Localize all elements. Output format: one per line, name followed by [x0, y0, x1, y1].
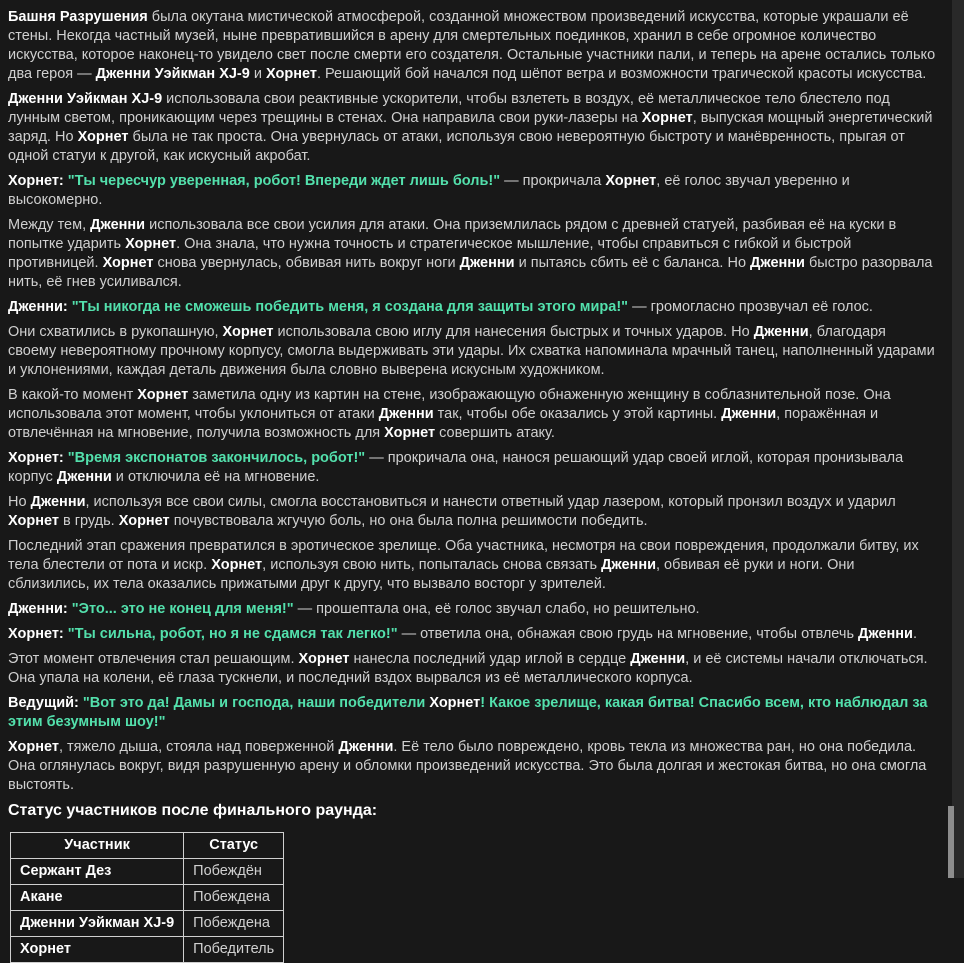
bold-segment: Дженни: [601, 557, 656, 573]
text-segment: В какой-то момент: [8, 387, 138, 403]
bold-segment: Дженни: [721, 406, 777, 422]
text-segment: почувствовала жгучую боль, но она была полна решимости победить.: [169, 513, 648, 529]
text-segment: снова увернулась, обвивая нить вокруг ноги: [153, 255, 460, 271]
text-segment: — громогласно прозвучал её голос.: [628, 299, 873, 315]
bold-segment: Хорнет: [429, 695, 481, 711]
story-paragraph: [8, 738, 936, 795]
quote-segment: "Время экспонатов закончилось, робот!": [67, 450, 366, 466]
story-paragraph: [8, 172, 936, 210]
text-segment: была не так проста. Она увернулась от атаки, используя свою невероятную быстроту и манёвренность, прыгая от одной статуи к другой, как искусный акробат.: [8, 129, 905, 164]
table-row: [11, 937, 284, 963]
bold-segment: Хорнет: [222, 324, 274, 340]
text-segment: , обвивая её руки и ноги. Они сблизились, их тела оказались прижатыми друг к другу, что вызвало восторг у зрителей.: [8, 557, 855, 592]
story-paragraph: [8, 298, 936, 317]
text-segment: в грудь.: [58, 513, 119, 529]
bold-segment: Хорнет: [8, 739, 59, 755]
bold-segment: Дженни:: [8, 299, 68, 315]
text-segment: — прошептала она, её голос звучал слабо, но решительно.: [293, 601, 700, 617]
bold-segment: Хорнет: [77, 129, 129, 145]
text-segment: и пытаясь сбить её с баланса. Но: [514, 255, 751, 271]
status-heading: Статус участников после финального раунда:: [8, 802, 378, 819]
text-segment: Они схватились в рукопашную,: [8, 324, 223, 340]
status-cell: Побеждена: [184, 885, 284, 911]
bold-segment: Дженни: [459, 255, 515, 271]
text-segment: .: [912, 626, 917, 642]
text-segment: совершить атаку.: [435, 425, 555, 441]
text-segment: , её голос звучал уверенно и высокомерно.: [8, 173, 850, 208]
bold-segment: Дженни: [338, 739, 394, 755]
status-cell: Побеждена: [184, 911, 284, 937]
bold-segment: Хорнет:: [8, 450, 64, 466]
text-segment: . Она знала, что нужна точность и стратегическое мышление, чтобы справиться с гибкой и быстрой противницей.: [8, 236, 852, 271]
text-segment: , выпуская мощный энергетический заряд. Но: [8, 110, 933, 145]
story-paragraph: [8, 625, 936, 644]
bold-segment: Хорнет: [211, 557, 263, 573]
bold-segment: Дженни: [90, 217, 146, 233]
text-segment: — прокричала она, нанося решающий удар своей иглой, которая пронизывала корпус: [8, 450, 904, 485]
bold-segment: Дженни Уэйкман XJ-9: [95, 66, 250, 82]
quote-segment: "Вот это да! Дамы и господа, наши победители: [82, 695, 430, 711]
text-segment: Между тем,: [8, 217, 91, 233]
story-paragraph: [8, 694, 936, 732]
text-segment: заметила одну из картин на стене, изображающую обнаженную женщину в соблазнительной позе. Она использовала этот момент, чтобы уклониться от атаки: [8, 387, 891, 422]
participant-cell: Хорнет: [11, 937, 184, 963]
story-paragraph: [8, 386, 936, 443]
bold-segment: Дженни: [630, 651, 686, 667]
status-cell: Победитель: [184, 937, 284, 963]
quote-segment: "Ты сильна, робот, но я не сдамся так легко!": [67, 626, 398, 642]
text-segment: , и её системы начали отключаться. Она упала на колени, её глаза тускнели, и последний вздох вырвался из её металлического корпуса.: [8, 651, 928, 686]
bold-segment: Хорнет: [298, 651, 350, 667]
bold-segment: Дженни: [858, 626, 913, 642]
table-row: [11, 911, 284, 937]
participant-cell: Дженни Уэйкман XJ-9: [11, 911, 184, 937]
bold-segment: Дженни: [378, 406, 434, 422]
text-segment: была окутана мистической атмосферой, созданной множеством произведений искусства, которые украшали её стены. Некогда частный музей, ныне превратившийся в арену для смертельных поединков, хранил в себе огромное количество искусства, которое наконец-то увидело свет после смерти его создателя. Остальные участники пали, и теперь на арене остались только два героя —: [8, 9, 936, 82]
bold-segment: Хорнет: [102, 255, 154, 271]
text-segment: и: [249, 66, 266, 82]
bold-segment: Хорнет: [118, 513, 170, 529]
story-paragraph: [8, 323, 936, 380]
text-segment: — прокричала: [500, 173, 606, 189]
text-segment: Этот момент отвлечения стал решающим.: [8, 651, 299, 667]
scrollbar-track[interactable]: [952, 0, 964, 878]
bold-segment: Дженни: [30, 494, 86, 510]
table-row: [11, 859, 284, 885]
text-segment: Но: [8, 494, 31, 510]
scrollbar-thumb[interactable]: [948, 806, 954, 878]
bold-segment: Дженни: [750, 255, 805, 271]
text-segment: использовала все свои усилия для атаки. Она приземлилась рядом с древней статуей, разбивая её на куски в попытке ударить: [8, 217, 897, 252]
bold-segment: Дженни: [56, 469, 112, 485]
participant-cell: Сержант Дез: [11, 859, 184, 885]
table-header-cell: Статус: [184, 833, 284, 859]
bold-segment: Дженни: [753, 324, 809, 340]
text-segment: нанесла последний удар иглой в сердце: [349, 651, 631, 667]
text-segment: . Её тело было повреждено, кровь текла из множества ран, но она победила. Она оглянулась вокруг, видя разрушенную арену и обломки произведений искусства. Это была долгая и жестокая битва, но она смогла выстоять.: [8, 739, 927, 793]
quote-segment: "Ты никогда не сможешь победить меня, я создана для защиты этого мира!": [71, 299, 629, 315]
text-segment: , тяжело дыша, стояла над поверженной: [58, 739, 339, 755]
story-paragraph: [8, 650, 936, 688]
text-segment: Последний этап сражения превратился в эротическое зрелище. Оба участника, несмотря на свои повреждения, продолжали битву, их тела блестели от пота и искр.: [8, 538, 919, 573]
story-paragraph: [8, 216, 936, 292]
bold-segment: Хорнет: [125, 236, 177, 252]
text-segment: , поражённая и отвлечённая на мгновение, получила возможность для: [8, 406, 879, 441]
text-segment: . Решающий бой начался под шёпот ветра и возможности трагической красоты искусства.: [316, 66, 927, 82]
story: [8, 8, 936, 795]
quote-segment: ! Какое зрелище, какая битва! Спасибо всем, кто наблюдал за этим безумным шоу!": [8, 695, 928, 730]
story-paragraph: [8, 8, 936, 84]
text-segment: , благодаря своему невероятному прочному корпусу, смогла выдерживать эти удары. Их схватка напоминала мрачный танец, наполненный ударами и уклонениями, каждая деталь движения была словно выверена искусным художником.: [8, 324, 935, 378]
bold-segment: Хорнет: [8, 513, 59, 529]
bold-segment: Хорнет: [137, 387, 189, 403]
text-segment: использовала свои реактивные ускорители, чтобы взлететь в воздух, её металлическое тело блестело под лунным светом, проникающим через трещины в стенах. Она направила свои руки-лазеры на: [8, 91, 890, 126]
bold-segment: Ведущий:: [8, 695, 79, 711]
text-segment: , используя все свои силы, смогла восстановиться и нанести ответный удар лазером, который пронзил воздух и ударил: [85, 494, 896, 510]
text-segment: использовала свою иглу для нанесения быстрых и точных ударов. Но: [273, 324, 754, 340]
story-paragraph: [8, 90, 936, 166]
table-header-row: [11, 833, 284, 859]
bold-segment: Башня Разрушения: [8, 9, 148, 25]
bold-segment: Хорнет: [605, 173, 657, 189]
table-row: [11, 885, 284, 911]
text-segment: и отключила её на мгновение.: [111, 469, 320, 485]
bold-segment: Хорнет: [384, 425, 436, 441]
story-paragraph: [8, 493, 936, 531]
quote-segment: "Ты чересчур уверенная, робот! Впереди ждет лишь боль!": [67, 173, 501, 189]
table-body: [11, 859, 284, 963]
bold-segment: Дженни:: [8, 601, 68, 617]
bold-segment: Хорнет:: [8, 626, 64, 642]
story-paragraph: [8, 537, 936, 594]
bold-segment: Дженни Уэйкман XJ-9: [8, 91, 163, 107]
bold-segment: Хорнет: [266, 66, 317, 82]
quote-segment: "Это... это не конец для меня!": [71, 601, 294, 617]
status-table: [10, 832, 284, 963]
text-segment: так, чтобы обе оказались у этой картины.: [433, 406, 722, 422]
bold-segment: Хорнет:: [8, 173, 64, 189]
story-paragraph: [8, 449, 936, 487]
bold-segment: Хорнет: [641, 110, 693, 126]
story-paragraph: [8, 600, 936, 619]
status-cell: Побеждён: [184, 859, 284, 885]
text-segment: , используя свою нить, попыталась снова связать: [262, 557, 602, 573]
participant-cell: Акане: [11, 885, 184, 911]
text-segment: — ответила она, обнажая свою грудь на мгновение, чтобы отвлечь: [397, 626, 859, 642]
text-segment: быстро разорвала нить, её гнев усиливался.: [8, 255, 933, 290]
table-header-cell: Участник: [11, 833, 184, 859]
